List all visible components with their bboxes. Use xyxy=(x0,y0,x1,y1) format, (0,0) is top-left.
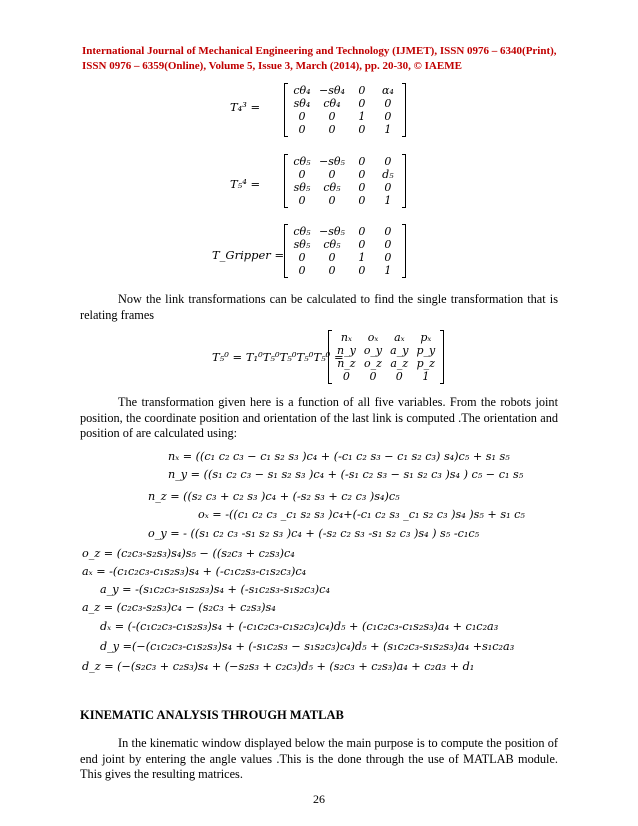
matrix-cell: 0 xyxy=(358,123,366,136)
matrix-cell: a_y xyxy=(390,344,409,357)
matrix-t50-label: T₅⁰ = T₁⁰T₅⁰T₅⁰T₅⁰T₅⁰ = xyxy=(212,350,344,364)
matrix-cell: 0 xyxy=(358,238,366,251)
matrix-cell: 0 xyxy=(298,264,306,277)
equation-dx: dₓ = (-(c₁c₂c₃-c₁s₂s₃)s₄ + (-c₁c₂c₃-c₁s₂c₃)c₄)d₅ + (c₁c₂c₃-c₁s₂s₃)a₄ + c₁c₂a₃ xyxy=(100,620,499,633)
matrix-cell: 0 xyxy=(328,123,336,136)
matrix-cell: a_z xyxy=(390,357,409,370)
matrix-cell: −sθ₅ xyxy=(319,225,345,238)
paragraph-kinematic-window: In the kinematic window displayed below the main purpose is to compute the position of end joint by entering the angle values .This is the done through the use of MATLAB module. This gives the resulting matrices. xyxy=(80,736,558,781)
matrix-cell: 0 xyxy=(384,110,392,123)
matrix-cell: cθ₄ xyxy=(293,84,311,97)
matrix-t54 xyxy=(284,154,406,208)
matrix-cell: 0 xyxy=(298,168,306,181)
matrix-cell: nₓ xyxy=(340,331,352,344)
matrix-t50 xyxy=(328,330,444,384)
equation-oz: o_z = (c₂c₃-s₂s₃)s₄)s₅ − ((s₂c₃ + c₂s₃)c₄ xyxy=(82,547,295,560)
section-heading: KINEMATIC ANALYSIS THROUGH MATLAB xyxy=(80,708,344,722)
matrix-cell: pₓ xyxy=(420,331,432,344)
equation-nz: n_z = ((s₂ c₃ + c₂ s₃ )c₄ + (-s₂ s₃ + c₂ c₃ )s₄)c₅ xyxy=(148,490,400,503)
matrix-cell: 0 xyxy=(358,155,366,168)
paragraph-transformation: The transformation given here is a function of all five variables. From the robots joint position, the coordinate position and orientation of the last link is computed .The orientation and position of are calculated using: xyxy=(80,395,558,440)
matrix-cell: 0 xyxy=(384,225,392,238)
equation-nx: nₓ = ((c₁ c₂ c₃ − c₁ s₂ s₃ )c₄ + (-c₁ c₂ s₃ − c₁ s₂ c₃) s₄)c₅ + s₁ s₅ xyxy=(168,450,510,463)
matrix-cell: 0 xyxy=(358,168,366,181)
equation-dy: d_y =(−(c₁c₂c₃-c₁s₂s₃)s₄ + (-s₁c₂s₃ − s₁s₂c₃)c₄)d₅ + (s₁c₂c₃-s₁s₂s₃)a₄ +s₁c₂a₃ xyxy=(100,640,515,653)
matrix-cell: 0 xyxy=(328,251,336,264)
matrix-cell: 0 xyxy=(298,123,306,136)
equation-ny: n_y = ((s₁ c₂ c₃ − s₁ s₂ s₃ )c₄ + (-s₁ c₂ s₃ − s₁ s₂ c₃ )s₄ ) c₅ − c₁ s₅ xyxy=(168,468,524,481)
matrix-cell: 0 xyxy=(328,110,336,123)
equation-ax: aₓ = -(c₁c₂c₃-c₁s₂s₃)s₄ + (-c₁c₂s₃-c₁s₂c₃)c₄ xyxy=(82,565,307,578)
equation-az: a_z = (c₂c₃-s₂s₃)c₄ − (s₂c₃ + c₂s₃)s₄ xyxy=(82,601,276,614)
matrix-cell: 0 xyxy=(358,97,366,110)
equation-ox: oₓ = -((c₁ c₂ c₃ _c₁ s₂ s₃ )c₄+(-c₁ c₂ s₃ _c₁ s₂ c₃ )s₄ )s₅ + s₁ c₅ xyxy=(198,508,525,521)
matrix-cell: d₅ xyxy=(382,168,394,181)
matrix-cell: 0 xyxy=(328,264,336,277)
matrix-cell: sθ₅ xyxy=(293,181,311,194)
matrix-cell: sθ₅ xyxy=(293,238,311,251)
matrix-t54-label: T₅⁴ = xyxy=(230,177,261,191)
matrix-cell: 1 xyxy=(422,370,430,383)
header-line-1: International Journal of Mechanical Engineering and Technology (IJMET), ISSN 0976 – 6340(Print), xyxy=(82,45,557,57)
equation-oy: o_y = - ((s₁ c₂ c₃ -s₁ s₂ s₃ )c₄ + (-s₂ c₂ s₃ -s₁ s₂ c₃ )s₄ ) s₅ -c₁c₅ xyxy=(148,527,480,540)
matrix-cell: 0 xyxy=(342,370,350,383)
matrix-cell: 1 xyxy=(384,194,392,207)
matrix-cell: 0 xyxy=(358,264,366,277)
matrix-cell: 0 xyxy=(384,155,392,168)
matrix-cell: cθ₅ xyxy=(323,238,341,251)
matrix-cell: 1 xyxy=(384,264,392,277)
matrix-cell: 1 xyxy=(384,123,392,136)
header-line-2: ISSN 0976 – 6359(Online), Volume 5, Issue 3, March (2014), pp. 20-30, © IAEME xyxy=(82,60,462,72)
matrix-cell: sθ₄ xyxy=(293,97,311,110)
matrix-cell: 0 xyxy=(384,97,392,110)
matrix-cell: 0 xyxy=(298,110,306,123)
equation-dz: d_z = (−(s₂c₃ + c₂s₃)s₄ + (−s₂s₃ + c₂c₃)d₅ + (s₂c₃ + c₂s₃)a₄ + c₂a₃ + d₁ xyxy=(82,660,475,673)
matrix-cell: 0 xyxy=(358,181,366,194)
matrix-cell: o_y xyxy=(363,344,383,357)
matrix-cell: 0 xyxy=(358,84,366,97)
matrix-cell: 0 xyxy=(358,225,366,238)
matrix-cell: 0 xyxy=(328,168,336,181)
matrix-cell: oₓ xyxy=(367,331,379,344)
matrix-cell: 0 xyxy=(298,194,306,207)
matrix-cell: 0 xyxy=(328,194,336,207)
matrix-cell: cθ₅ xyxy=(323,181,341,194)
matrix-cell: cθ₅ xyxy=(293,155,311,168)
matrix-cell: cθ₅ xyxy=(293,225,311,238)
page-number: 26 xyxy=(313,792,325,806)
matrix-cell: p_z xyxy=(416,357,435,370)
matrix-cell: 0 xyxy=(298,251,306,264)
matrix-t43 xyxy=(284,83,406,137)
matrix-cell: n_z xyxy=(337,357,356,370)
matrix-cell: 0 xyxy=(384,251,392,264)
matrix-cell: 0 xyxy=(369,370,377,383)
journal-header xyxy=(82,44,562,74)
matrix-cell: −sθ₄ xyxy=(319,84,345,97)
matrix-cell: n_y xyxy=(337,344,356,357)
matrix-cell: 1 xyxy=(358,110,366,123)
matrix-cell: p_y xyxy=(416,344,436,357)
paragraph-link-transformations: Now the link transformations can be calculated to find the single transformation that is relating frames xyxy=(80,292,558,322)
matrix-cell: 1 xyxy=(358,251,366,264)
matrix-cell: cθ₄ xyxy=(323,97,341,110)
matrix-cell: −sθ₅ xyxy=(319,155,345,168)
equation-ay: a_y = -(s₁c₂c₃-s₁s₂s₃)s₄ + (-s₁c₂s₃-s₁s₂c₃)c₄ xyxy=(100,583,330,596)
matrix-cell: 0 xyxy=(384,238,392,251)
matrix-cell: 0 xyxy=(384,181,392,194)
matrix-cell: 0 xyxy=(395,370,403,383)
matrix-tgripper-label: T_Gripper = xyxy=(212,248,285,262)
matrix-cell: o_z xyxy=(364,357,382,370)
matrix-cell: α₄ xyxy=(381,84,394,97)
matrix-cell: 0 xyxy=(358,194,366,207)
matrix-t43-label: T₄³ = xyxy=(230,100,261,114)
matrix-tgripper xyxy=(284,224,406,278)
matrix-cell: aₓ xyxy=(394,331,405,344)
